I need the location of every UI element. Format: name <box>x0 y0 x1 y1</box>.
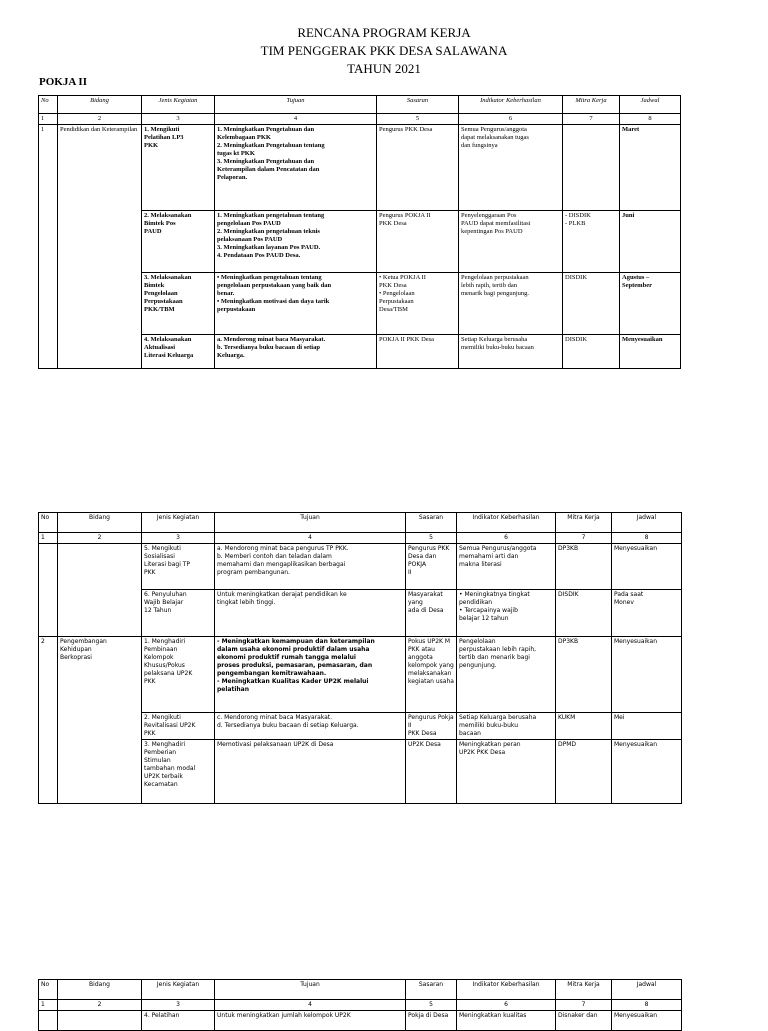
header-mitra-kerja: Mitra Kerja <box>563 96 620 114</box>
cell-line: tugas kt PKK <box>217 150 255 157</box>
cell-line: Sosialisasi <box>144 553 175 560</box>
title-line-1: RENCANA PROGRAM KERJA <box>297 25 471 40</box>
cell-line: DISDIK <box>565 274 588 281</box>
column-number: 6 <box>459 114 563 125</box>
cell-tujuan <box>215 637 406 713</box>
cell-line: Meningkatkan peran <box>459 741 521 748</box>
cell-line: PKK Desa <box>379 220 407 227</box>
cell-line: lebih rapih, tertib dan <box>461 282 517 289</box>
cell-sasaran <box>377 125 459 211</box>
cell-jenis-kegiatan <box>142 637 215 713</box>
cell-line: Khusus/Pokus <box>144 662 185 669</box>
column-number: 4 <box>215 114 377 125</box>
column-number: 8 <box>620 114 681 125</box>
cell-sasaran <box>377 211 459 273</box>
cell-line: Masyarakat yang <box>408 591 443 606</box>
cell-line: Kelompok <box>144 654 174 661</box>
cell-indikator <box>457 713 556 740</box>
cell-line: • Tercapainya wajib <box>459 607 518 614</box>
header-indikator: Indikator Keberhasilan <box>457 980 556 1000</box>
cell-line: Untuk meningkatkan derajat pendidikan ke <box>217 591 347 598</box>
cell-line: Meningkatkan kualitas <box>459 1012 527 1019</box>
section-label: POKJA II <box>39 76 87 88</box>
cell-no: 2 <box>39 637 58 804</box>
cell-line: kelompok yang <box>408 662 454 669</box>
cell-line: Menyesuaikan <box>614 1012 658 1019</box>
cell-jenis-kegiatan <box>142 713 215 740</box>
cell-jenis-kegiatan <box>142 211 215 273</box>
cell-line: KUKM <box>558 714 576 721</box>
cell-tujuan <box>215 544 406 590</box>
cell-mitra-kerja <box>556 1011 612 1031</box>
cell-jenis-kegiatan <box>142 740 215 804</box>
cell-line: Untuk meningkatkan jumlah kelompok UP2K <box>217 1012 351 1019</box>
cell-line: DISDIK <box>565 336 588 343</box>
cell-mitra-kerja <box>556 713 612 740</box>
cell-line: b. Memberi contoh dan teladan dalam <box>217 553 332 560</box>
cell-bidang <box>58 544 142 637</box>
cell-mitra-kerja <box>556 740 612 804</box>
cell-line: 1. Meningkatkan pengetahuan tentang <box>217 212 325 219</box>
header-no: No <box>39 96 58 114</box>
cell-line: Pelaporan. <box>217 174 248 181</box>
cell-line: Pembinaan <box>144 646 178 653</box>
cell-jadwal <box>620 125 681 211</box>
cell-line: September <box>622 282 652 289</box>
cell-line: pengunjung. <box>459 662 497 669</box>
cell-line: Disnaker dan <box>558 1012 598 1019</box>
cell-line: a. Mendorong minat baca Masyarakat. <box>217 336 326 343</box>
cell-line: belajar 12 tahun <box>459 615 509 622</box>
cell-line: Menyesuaikan <box>614 545 658 552</box>
header-no: No <box>39 980 58 1000</box>
cell-line: pelatihan <box>217 686 249 693</box>
cell-sasaran <box>377 335 459 369</box>
cell-line: Literasi Keluarga <box>144 352 194 359</box>
cell-line: Pelatihan LP3 <box>144 134 184 141</box>
column-number: 1 <box>39 533 58 544</box>
cell-line: Pengurus POKJA II <box>379 212 431 219</box>
cell-indikator <box>457 544 556 590</box>
column-number-row <box>39 1000 682 1011</box>
cell-mitra-kerja <box>556 637 612 713</box>
cell-line: memiliki buku-buku <box>459 722 519 729</box>
header-jenis-kegiatan: Jenis Kegiatan <box>142 980 215 1000</box>
cell-line: Perpustakaan <box>379 298 414 305</box>
cell-jenis-kegiatan <box>142 590 215 637</box>
cell-line: Pengurus PKK <box>408 545 450 552</box>
cell-jadwal <box>612 713 682 740</box>
column-number: 8 <box>612 1000 682 1011</box>
cell-line: • Meningkatnya tingkat <box>459 591 530 598</box>
header-jenis-kegiatan: Jenis Kegiatan <box>142 96 215 114</box>
cell-line: Pengembangan <box>60 638 107 645</box>
cell-line: - Meningkatkan Kualitas Kader UP2K melalui <box>217 678 369 685</box>
column-number: 2 <box>58 1000 142 1011</box>
cell-no <box>39 544 58 637</box>
work-plan-table-1 <box>38 95 681 369</box>
cell-indikator <box>457 740 556 804</box>
header-bidang: Bidang <box>58 513 142 533</box>
header-indikator: Indikator Keberhasilan <box>459 96 563 114</box>
cell-line: Pengurus PKK Desa <box>379 126 433 133</box>
column-number: 4 <box>215 1000 406 1011</box>
column-number-row <box>39 114 681 125</box>
cell-line: Semua Pengurus/anggota <box>461 126 527 133</box>
cell-line: ada di Desa <box>408 607 444 614</box>
cell-indikator <box>457 1011 556 1031</box>
cell-jenis-kegiatan <box>142 335 215 369</box>
header-tujuan: Tujuan <box>215 980 406 1000</box>
cell-line: DISDIK <box>558 591 579 598</box>
header-tujuan: Tujuan <box>215 513 406 533</box>
cell-line: Keluarga. <box>217 352 245 359</box>
cell-line: Menyesuaikan <box>614 638 658 645</box>
cell-bidang: Pendidikan dan Keterampilan <box>58 125 142 369</box>
column-number-row <box>39 533 682 544</box>
table-row <box>39 1011 682 1031</box>
cell-sasaran <box>377 273 459 335</box>
header-jenis-kegiatan: Jenis Kegiatan <box>142 513 215 533</box>
header-jadwal: Jadwal <box>612 513 682 533</box>
cell-line: 2. Melaksanakan <box>144 212 192 219</box>
cell-line: melaksanakan <box>408 670 452 677</box>
cell-line: perpustakaan lebih rapih, <box>459 646 537 653</box>
cell-line: - PLKB <box>565 220 586 227</box>
cell-line: • Meningkatkan pengetahuan tentang <box>217 274 322 281</box>
cell-line: Perpustakaan <box>144 298 183 305</box>
cell-jadwal <box>620 273 681 335</box>
cell-line: Stimulan <box>144 757 171 764</box>
cell-line: Kehidupan <box>60 646 92 653</box>
column-number: 3 <box>142 533 215 544</box>
cell-indikator <box>459 273 563 335</box>
cell-jadwal <box>620 211 681 273</box>
cell-line: Pokus UP2K M <box>408 638 451 645</box>
cell-line: 6. Penyuluhan <box>144 591 187 598</box>
column-number: 7 <box>556 1000 612 1011</box>
cell-line: Pemberian <box>144 749 177 756</box>
column-number: 2 <box>58 533 142 544</box>
cell-line: DP3KB <box>558 545 579 552</box>
cell-tujuan <box>215 125 377 211</box>
header-sasaran: Sasaran <box>406 980 457 1000</box>
cell-line: pengelolaan Pos PAUD <box>217 220 281 227</box>
cell-line: dalam usaha ekonomi produktif dalam usaha <box>217 646 370 653</box>
cell-jadwal <box>612 544 682 590</box>
cell-no: 1 <box>39 125 58 369</box>
cell-line: Literasi bagi TP <box>144 561 191 568</box>
header-jadwal: Jadwal <box>612 980 682 1000</box>
column-number: 4 <box>215 533 406 544</box>
column-number: 6 <box>457 533 556 544</box>
table-row <box>39 544 682 590</box>
cell-line: DP3KB <box>558 638 579 645</box>
cell-line: PKK <box>144 678 156 685</box>
header-bidang: Bidang <box>58 96 142 114</box>
cell-jadwal <box>612 637 682 713</box>
cell-indikator <box>459 211 563 273</box>
cell-line: Berkoprasi <box>60 654 92 661</box>
cell-line: POKJA II PKK Desa <box>379 336 435 343</box>
cell-line: 4. Pendataan Pos PAUD Desa. <box>217 252 301 259</box>
cell-line: 3. Meningkatkan layanan Pos PAUD. <box>217 244 321 251</box>
table-row <box>39 125 681 211</box>
cell-line: II <box>408 569 412 576</box>
cell-mitra-kerja <box>563 273 620 335</box>
cell-line: Wajib Belajar <box>144 599 184 606</box>
cell-sasaran <box>406 544 457 590</box>
cell-line: dan fungsinya <box>461 142 498 149</box>
cell-line: Pokja di Desa <box>408 1012 449 1019</box>
cell-line: d. Tersedianya buku bacaan di setiap Keluarga. <box>217 722 359 729</box>
cell-line: UP2K Desa <box>408 741 441 748</box>
header-bidang: Bidang <box>58 980 142 1000</box>
cell-line: 4. Pelatihan <box>144 1012 180 1019</box>
cell-line: 4. Melaksanakan <box>144 336 192 343</box>
cell-indikator <box>459 335 563 369</box>
cell-line: Menyesuaikan <box>614 741 658 748</box>
cell-line: memahami dan mengaplikasikan berbagai <box>217 561 346 568</box>
header-sasaran: Sasaran <box>406 513 457 533</box>
cell-line: perpustakaan <box>217 306 256 313</box>
column-number: 1 <box>39 1000 58 1011</box>
cell-line: tambahan modal <box>144 765 196 772</box>
cell-line: PKK atau anggota <box>408 646 435 661</box>
cell-line: Desa dan POKJA <box>408 553 437 568</box>
cell-line: 12 Tahun <box>144 607 172 614</box>
cell-line: Keterampilan dalam Pencatatan dan <box>217 166 320 173</box>
cell-line: Pengelolaan perpustakaan <box>461 274 529 281</box>
work-plan-table-2 <box>38 512 682 804</box>
column-number: 1 <box>39 114 58 125</box>
cell-line: tingkat lebih tinggi. <box>217 599 276 606</box>
cell-line: Pada saat <box>614 591 644 598</box>
cell-line: UP2K PKK Desa <box>459 749 506 756</box>
cell-line: pelaksanaan Pos PAUD <box>217 236 283 243</box>
cell-line: memiliki buku-buku bacaan <box>461 344 534 351</box>
cell-line: - Meningkatkan kemampuan dan keterampilan <box>217 638 375 645</box>
cell-line: Revitalisasi UP2K <box>144 722 196 729</box>
cell-line: Pengurus Pokja II <box>408 714 454 729</box>
cell-line: benar. <box>217 290 235 297</box>
cell-line: Menyesuaikan <box>622 336 663 343</box>
cell-line: Pengelolaan <box>144 290 178 297</box>
cell-line: Kecamatan <box>144 781 178 788</box>
cell-line: pelaksana UP2K <box>144 670 193 677</box>
cell-line: Mei <box>614 714 625 721</box>
cell-line: PKK Desa <box>379 282 407 289</box>
cell-jadwal <box>612 740 682 804</box>
cell-line: a. Mendorong minat baca pengurus TP PKK. <box>217 545 349 552</box>
cell-jenis-kegiatan <box>142 1011 215 1031</box>
cell-line: pengelolaan perpustakaan yang baik dan <box>217 282 332 289</box>
cell-line: kegiatan usaha <box>408 678 454 685</box>
cell-jadwal <box>620 335 681 369</box>
document-title <box>0 24 768 78</box>
column-number: 8 <box>612 533 682 544</box>
cell-line: dapat melaksanakan tugas <box>461 134 529 141</box>
cell-line: PKK <box>144 730 156 737</box>
column-number: 5 <box>406 533 457 544</box>
cell-mitra-kerja <box>563 125 620 211</box>
cell-line: pendidikan <box>459 599 493 606</box>
column-number: 3 <box>142 1000 215 1011</box>
cell-indikator <box>457 590 556 637</box>
cell-line: memahami arti dan <box>459 553 519 560</box>
work-plan-table-3 <box>38 979 682 1031</box>
cell-line: bacaan <box>459 730 481 737</box>
cell-mitra-kerja <box>563 211 620 273</box>
column-number: 5 <box>377 114 459 125</box>
cell-sasaran <box>406 590 457 637</box>
cell-tujuan <box>215 211 377 273</box>
cell-jenis-kegiatan <box>142 273 215 335</box>
column-number: 3 <box>142 114 215 125</box>
cell-tujuan <box>215 713 406 740</box>
cell-mitra-kerja <box>556 544 612 590</box>
cell-mitra-kerja <box>563 335 620 369</box>
column-number: 2 <box>58 114 142 125</box>
cell-line: 5. Mengikuti <box>144 545 181 552</box>
cell-sasaran <box>406 637 457 713</box>
cell-sasaran <box>406 713 457 740</box>
cell-line: Agustus – <box>622 274 650 281</box>
cell-line: Bimtek Pos <box>144 220 176 227</box>
cell-line: 2. Mengikuti <box>144 714 181 721</box>
cell-line: Pengelolaan <box>459 638 496 645</box>
cell-tujuan <box>215 740 406 804</box>
cell-sasaran <box>406 1011 457 1031</box>
cell-line: • Meningkatkan motivasi dan daya tarik <box>217 298 330 305</box>
cell-jenis-kegiatan <box>142 544 215 590</box>
cell-line: Semua Pengurus/anggota <box>459 545 537 552</box>
cell-line: PKK Desa <box>408 730 437 737</box>
cell-line: makna literasi <box>459 561 502 568</box>
header-mitra-kerja: Mitra Kerja <box>556 980 612 1000</box>
title-line-2: TIM PENGGERAK PKK DESA SALAWANA <box>260 43 508 58</box>
column-number: 5 <box>406 1000 457 1011</box>
cell-line: Maret <box>622 126 640 133</box>
cell-line: Bimtek <box>144 282 165 289</box>
cell-line: • Pengelolaan <box>379 290 415 297</box>
cell-indikator <box>457 637 556 713</box>
cell-line: menarik bagi pengunjung. <box>461 290 530 297</box>
cell-line: Kelembagaan PKK <box>217 134 271 141</box>
header-sasaran: Sasaran <box>377 96 459 114</box>
cell-line: Memotivasi pelaksanaan UP2K di Desa <box>217 741 334 748</box>
cell-line: PKK/TBM <box>144 306 175 313</box>
cell-tujuan <box>215 1011 406 1031</box>
cell-bidang <box>58 1011 142 1031</box>
cell-line: Aktualisasi <box>144 344 176 351</box>
header-jadwal: Jadwal <box>620 96 681 114</box>
cell-line: DPMD <box>558 741 577 748</box>
cell-sasaran <box>406 740 457 804</box>
cell-jadwal <box>612 590 682 637</box>
column-number: 7 <box>556 533 612 544</box>
cell-indikator <box>459 125 563 211</box>
cell-bidang <box>58 637 142 804</box>
cell-line: Monev <box>614 599 634 606</box>
cell-tujuan <box>215 590 406 637</box>
column-number: 7 <box>563 114 620 125</box>
cell-line: 2. Meningkatkan Pengetahuan tentang <box>217 142 325 149</box>
column-number: 6 <box>457 1000 556 1011</box>
cell-line: Juni <box>622 212 635 219</box>
cell-line: - DISDIK <box>565 212 591 219</box>
cell-tujuan <box>215 335 377 369</box>
cell-line: kepentingan Pos PAUD <box>461 228 523 235</box>
table-row <box>39 637 682 713</box>
cell-jenis-kegiatan <box>142 125 215 211</box>
header-tujuan: Tujuan <box>215 96 377 114</box>
cell-line: PKK <box>144 142 159 149</box>
cell-line: pengembangan kemitrawahaan. <box>217 670 327 677</box>
cell-line: Desa/TBM <box>379 306 408 313</box>
cell-no <box>39 1011 58 1031</box>
cell-mitra-kerja <box>556 590 612 637</box>
cell-line: Setiap Keluarga berusaha <box>459 714 537 721</box>
title-line-3: TAHUN 2021 <box>347 61 421 76</box>
header-indikator: Indikator Keberhasilan <box>457 513 556 533</box>
cell-line: c. Mendorong minat baca Masyarakat. <box>217 714 333 721</box>
cell-line: Penyelenggaraan Pos <box>461 212 517 219</box>
header-mitra-kerja: Mitra Kerja <box>556 513 612 533</box>
cell-line: PAUD dapat memfasilitasi <box>461 220 531 227</box>
cell-line: 1. Meningkatkan Pengetahuan dan <box>217 126 315 133</box>
cell-line: PAUD <box>144 228 162 235</box>
cell-line: 3. Meningkatkan Pengetahuan dan <box>217 158 315 165</box>
cell-tujuan <box>215 273 377 335</box>
cell-line: Setiap Keluarga berusaha <box>461 336 528 343</box>
cell-line: 1. Menghadiri <box>144 638 186 645</box>
cell-line: tertib dan menarik bagi <box>459 654 530 661</box>
cell-line: • Ketua POKJA II <box>379 274 426 281</box>
cell-line: program pembangunan. <box>217 569 290 576</box>
cell-line: UP2K terbaik <box>144 773 183 780</box>
cell-line: 1. Mengikuti <box>144 126 180 133</box>
cell-line: proses produksi, pemasaran, pemasaran, dan <box>217 662 373 669</box>
cell-line: b. Tersedianya buku bacaan di setiap <box>217 344 320 351</box>
cell-line: 3. Menghadiri <box>144 741 186 748</box>
cell-line: ekonomi produktif rumah tangga melalui <box>217 654 356 661</box>
header-no: No <box>39 513 58 533</box>
cell-line: 2. Meningkatkan pengetahuan teknis <box>217 228 320 235</box>
cell-jadwal <box>612 1011 682 1031</box>
cell-line: 3. Melaksanakan <box>144 274 192 281</box>
cell-line: PKK <box>144 569 156 576</box>
